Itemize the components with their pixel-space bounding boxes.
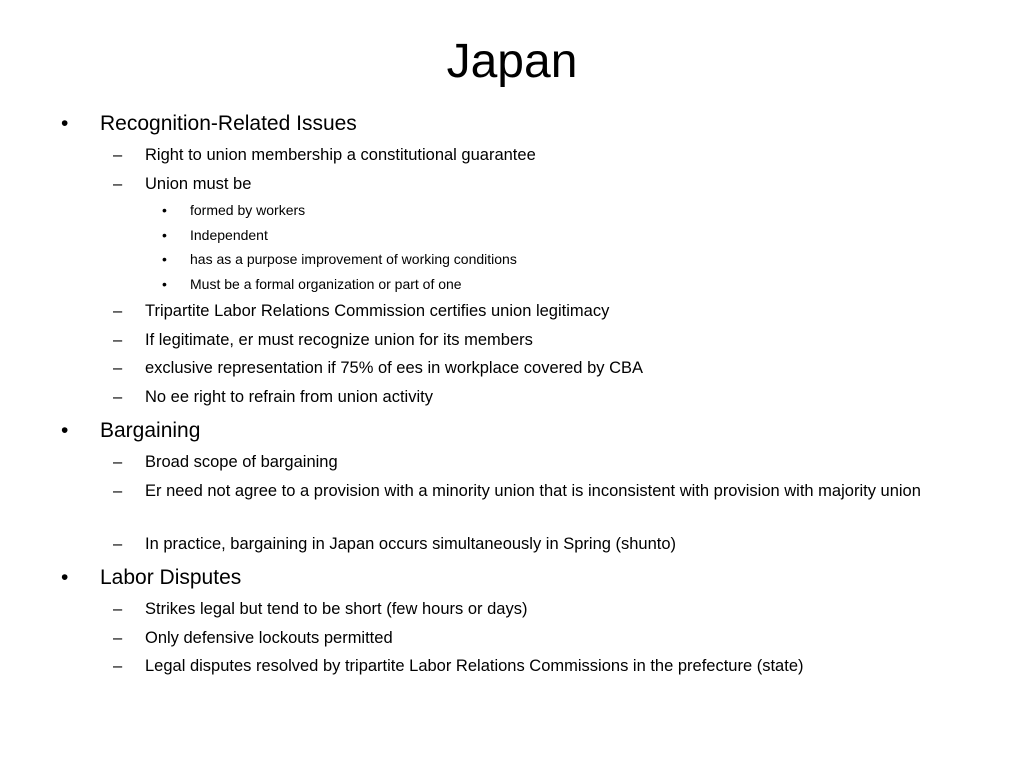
sub-item-text: Broad scope of bargaining (145, 453, 338, 471)
section-heading: Bargaining (100, 419, 201, 442)
sub-item (113, 654, 804, 678)
sub-item (113, 385, 433, 409)
bullet-recognition-related-issues (61, 111, 357, 137)
dash-icon: – (113, 388, 123, 406)
sub-item-text: Union must be (145, 175, 252, 193)
sub-item-text: Er need not agree to a provision with a minority union that is inconsistent with provision with majority union (145, 482, 921, 500)
bullet-icon: • (162, 227, 167, 243)
bullet-icon: • (162, 202, 167, 218)
sub-item (113, 299, 610, 323)
dash-icon: – (113, 482, 123, 500)
sub-item-text: Strikes legal but tend to be short (few hours or days) (145, 600, 528, 618)
sub-item (113, 479, 945, 503)
bullet-icon: • (61, 112, 69, 135)
sub-item-text: Right to union membership a constitutional guarantee (145, 146, 536, 164)
section-heading: Recognition-Related Issues (100, 112, 357, 135)
dash-icon: – (113, 657, 123, 675)
sub-sub-item-text: Independent (190, 227, 268, 243)
sub-sub-item (162, 226, 268, 244)
sub-item (113, 172, 252, 196)
sub-item-text: Legal disputes resolved by tripartite Labor Relations Commissions in the prefecture (state) (145, 657, 804, 675)
bullet-icon: • (61, 566, 69, 589)
sub-item-text: Tripartite Labor Relations Commission certifies union legitimacy (145, 302, 610, 320)
sub-item-text: Only defensive lockouts permitted (145, 629, 393, 647)
sub-item (113, 450, 338, 474)
dash-icon: – (113, 453, 123, 471)
bullet-icon: • (162, 276, 167, 292)
sub-sub-item (162, 201, 306, 219)
sub-item (113, 356, 644, 380)
dash-icon: – (113, 535, 123, 553)
sub-item (113, 532, 677, 556)
sub-item (113, 626, 393, 650)
dash-icon: – (113, 629, 123, 647)
dash-icon: – (113, 331, 123, 349)
sub-item (113, 328, 533, 352)
sub-item (113, 143, 536, 167)
bullet-bargaining (61, 418, 201, 444)
sub-item-text: exclusive representation if 75% of ees in workplace covered by CBA (145, 359, 644, 377)
sub-item-text: In practice, bargaining in Japan occurs simultaneously in Spring (shunto) (145, 535, 677, 553)
bullet-icon: • (61, 419, 69, 442)
sub-item-text: No ee right to refrain from union activity (145, 388, 433, 406)
bullet-labor-disputes (61, 565, 242, 591)
sub-sub-item (162, 250, 517, 268)
sub-sub-item (162, 275, 462, 293)
sub-sub-item-text: has as a purpose improvement of working conditions (190, 251, 517, 267)
dash-icon: – (113, 600, 123, 618)
slide-title: Japan (446, 35, 578, 88)
section-heading: Labor Disputes (100, 566, 242, 589)
dash-icon: – (113, 146, 123, 164)
sub-sub-item-text: formed by workers (190, 202, 306, 218)
dash-icon: – (113, 175, 123, 193)
dash-icon: – (113, 359, 123, 377)
sub-item-text: If legitimate, er must recognize union for its members (145, 331, 533, 349)
bullet-icon: • (162, 251, 167, 267)
sub-sub-item-text: Must be a formal organization or part of one (190, 276, 462, 292)
sub-item (113, 597, 528, 621)
dash-icon: – (113, 302, 123, 320)
